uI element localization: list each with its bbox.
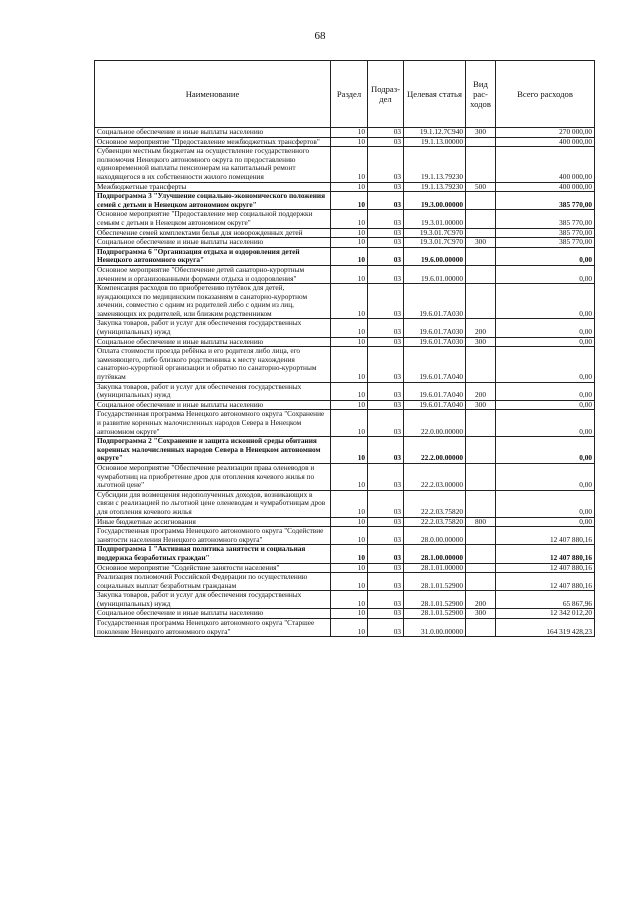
cell-kind: 300: [466, 128, 496, 138]
page-number: 68: [314, 30, 326, 42]
cell-section: 10: [331, 238, 368, 248]
table-row: [95, 437, 595, 464]
cell-total: 385 770,00: [496, 238, 595, 248]
cell-kind: [466, 437, 496, 464]
cell-kind: 500: [466, 182, 496, 192]
cell-target: 19.3.01.7С970: [404, 238, 466, 248]
cell-section: 10: [331, 463, 368, 490]
cell-name: Оплата стоимости проезда ребёнка и его родителя либо лица, его заменяющего, либо близкого родственника к месту нахождения санаторно-курортной организации и обратно по санаторно-курортным путёвкам: [95, 347, 331, 382]
table-header-row: [95, 61, 595, 128]
cell-kind: [466, 563, 496, 573]
cell-subsection: 03: [368, 265, 404, 283]
cell-total: 0,00: [496, 319, 595, 337]
table-row: [95, 591, 595, 609]
cell-target: 19.6.01.7А030: [404, 337, 466, 347]
cell-target: 28.1.01.52900: [404, 591, 466, 609]
cell-section: 10: [331, 319, 368, 337]
cell-target: 19.1.13.00000: [404, 137, 466, 147]
cell-section: 10: [331, 147, 368, 182]
cell-section: 10: [331, 563, 368, 573]
cell-target: 19.1.12.7С940: [404, 128, 466, 138]
cell-subsection: 03: [368, 137, 404, 147]
cell-target: 19.6.01.7А030: [404, 319, 466, 337]
cell-total: 0,00: [496, 284, 595, 319]
cell-name: Закупка товаров, работ и услуг для обеспечения государственных (муниципальных) нужд: [95, 591, 331, 609]
table-row: [95, 347, 595, 382]
cell-kind: 300: [466, 337, 496, 347]
table-row: [95, 265, 595, 283]
table-row: [95, 490, 595, 517]
cell-total: 0,00: [496, 463, 595, 490]
header-kind: Вид рас-ходов: [466, 61, 496, 128]
cell-name: Основное мероприятие "Обеспечение детей санаторно-курортным лечением и организованными формами отдыха и оздоровления": [95, 265, 331, 283]
cell-total: 0,00: [496, 400, 595, 410]
cell-total: 0,00: [496, 382, 595, 400]
cell-total: 270 000,00: [496, 128, 595, 138]
cell-section: 10: [331, 545, 368, 563]
cell-kind: [466, 347, 496, 382]
cell-section: 10: [331, 337, 368, 347]
header-name: Наименование: [95, 61, 331, 128]
cell-target: 19.6.01.00000: [404, 265, 466, 283]
table-row: [95, 284, 595, 319]
cell-target: 19.6.00.00000: [404, 247, 466, 265]
cell-total: 12 407 880,16: [496, 527, 595, 545]
cell-target: 28.1.00.00000: [404, 545, 466, 563]
cell-section: 10: [331, 347, 368, 382]
cell-total: 400 000,00: [496, 182, 595, 192]
cell-section: 10: [331, 210, 368, 228]
cell-total: 0,00: [496, 490, 595, 517]
table-row: [95, 545, 595, 563]
cell-target: 19.6.01.7А040: [404, 347, 466, 382]
cell-subsection: 03: [368, 347, 404, 382]
cell-target: 22.2.03.00000: [404, 463, 466, 490]
cell-kind: [466, 137, 496, 147]
cell-subsection: 03: [368, 619, 404, 637]
cell-kind: 800: [466, 517, 496, 527]
cell-section: 10: [331, 437, 368, 464]
cell-total: 400 000,00: [496, 147, 595, 182]
header-total: Всего расходов: [496, 61, 595, 128]
cell-total: 0,00: [496, 437, 595, 464]
cell-section: 10: [331, 137, 368, 147]
cell-section: 10: [331, 128, 368, 138]
cell-subsection: 03: [368, 437, 404, 464]
cell-name: Основное мероприятие "Содействие занятости населения": [95, 563, 331, 573]
cell-kind: [466, 247, 496, 265]
cell-section: 10: [331, 591, 368, 609]
cell-total: 12 407 880,16: [496, 563, 595, 573]
cell-target: 22.2.03.75820: [404, 490, 466, 517]
cell-total: 0,00: [496, 410, 595, 437]
cell-kind: 200: [466, 319, 496, 337]
cell-total: 0,00: [496, 337, 595, 347]
cell-total: 385 770,00: [496, 210, 595, 228]
cell-total: 385 770,00: [496, 228, 595, 238]
table-row: [95, 463, 595, 490]
cell-name: Субсидии для возмещения недополученных доходов, возникающих в связи с реализацией по льготной цене оленеводам и чумработницам дров для отопления кочевого жилья: [95, 490, 331, 517]
cell-kind: [466, 490, 496, 517]
cell-name: Подпрограмма 6 "Организация отдыха и оздоровления детей Ненецкого автономного округа": [95, 247, 331, 265]
cell-kind: 300: [466, 238, 496, 248]
cell-subsection: 03: [368, 591, 404, 609]
cell-name: Государственная программа Ненецкого автономного округа "Сохранение и развитие коренных малочисленных народов Севера в Ненецком автономном округе": [95, 410, 331, 437]
cell-subsection: 03: [368, 410, 404, 437]
cell-subsection: 03: [368, 238, 404, 248]
cell-section: 10: [331, 247, 368, 265]
cell-target: 19.3.01.00000: [404, 210, 466, 228]
cell-total: 12 407 880,16: [496, 545, 595, 563]
cell-kind: [466, 545, 496, 563]
cell-name: Основное мероприятие "Предоставление мер социальной поддержки семьям с детьми в Ненецком автономном округе": [95, 210, 331, 228]
cell-name: Социальное обеспечение и иные выплаты населению: [95, 400, 331, 410]
cell-subsection: 03: [368, 463, 404, 490]
cell-name: Закупка товаров, работ и услуг для обеспечения государственных (муниципальных) нужд: [95, 319, 331, 337]
cell-subsection: 03: [368, 284, 404, 319]
cell-kind: [466, 463, 496, 490]
cell-subsection: 03: [368, 147, 404, 182]
cell-target: 19.1.13.79230: [404, 147, 466, 182]
cell-kind: 300: [466, 609, 496, 619]
cell-name: Обеспечение семей комплектами белья для новорожденных детей: [95, 228, 331, 238]
cell-kind: [466, 527, 496, 545]
cell-subsection: 03: [368, 545, 404, 563]
cell-name: Государственная программа Ненецкого автономного округа "Содействие занятости населения Ненецкого автономного округа": [95, 527, 331, 545]
cell-section: 10: [331, 382, 368, 400]
table-row: [95, 247, 595, 265]
cell-subsection: 03: [368, 319, 404, 337]
cell-kind: [466, 619, 496, 637]
cell-target: 28.1.01.52900: [404, 573, 466, 591]
cell-subsection: 03: [368, 527, 404, 545]
cell-kind: [466, 284, 496, 319]
cell-total: 12 342 012,20: [496, 609, 595, 619]
budget-table: [94, 60, 595, 637]
cell-section: 10: [331, 228, 368, 238]
cell-name: Основное мероприятие "Обеспечение реализации права оленеводов и чумработниц на приобретение дров для отопления кочевого жилья по льготной цене": [95, 463, 331, 490]
cell-section: 10: [331, 284, 368, 319]
cell-name: Социальное обеспечение и иные выплаты населению: [95, 128, 331, 138]
cell-kind: [466, 147, 496, 182]
header-target: Целевая статья: [404, 61, 466, 128]
table-row: [95, 210, 595, 228]
cell-subsection: 03: [368, 490, 404, 517]
cell-subsection: 03: [368, 182, 404, 192]
cell-target: 22.2.03.75820: [404, 517, 466, 527]
table-body: [95, 128, 595, 637]
table-row: [95, 619, 595, 637]
cell-name: Закупка товаров, работ и услуг для обеспечения государственных (муниципальных) нужд: [95, 382, 331, 400]
cell-subsection: 03: [368, 247, 404, 265]
cell-target: 28.1.01.00000: [404, 563, 466, 573]
cell-section: 10: [331, 192, 368, 210]
cell-name: Социальное обеспечение и иные выплаты населению: [95, 609, 331, 619]
cell-total: 65 867,96: [496, 591, 595, 609]
cell-target: 19.3.00.00000: [404, 192, 466, 210]
cell-name: Субвенции местным бюджетам на осуществление государственного полномочия Ненецкого автономного округа по предоставлению единовременной выплаты пенсионерам на капитальный ремонт находящегося в их собственности жилого помещения: [95, 147, 331, 182]
cell-target: 28.0.00.00000: [404, 527, 466, 545]
cell-subsection: 03: [368, 228, 404, 238]
table-row: [95, 410, 595, 437]
cell-total: 400 000,00: [496, 137, 595, 147]
cell-total: 0,00: [496, 517, 595, 527]
cell-kind: [466, 265, 496, 283]
cell-subsection: 03: [368, 609, 404, 619]
table-row: [95, 573, 595, 591]
table-row: [95, 527, 595, 545]
table-row: [95, 319, 595, 337]
cell-subsection: 03: [368, 128, 404, 138]
cell-subsection: 03: [368, 382, 404, 400]
cell-target: 19.3.01.7С970: [404, 228, 466, 238]
cell-target: 19.6.01.7А040: [404, 382, 466, 400]
cell-section: 10: [331, 517, 368, 527]
table-row: [95, 147, 595, 182]
cell-kind: [466, 573, 496, 591]
cell-target: 19.6.01.7А030: [404, 284, 466, 319]
cell-kind: 200: [466, 591, 496, 609]
cell-subsection: 03: [368, 517, 404, 527]
cell-section: 10: [331, 410, 368, 437]
cell-name: Государственная программа Ненецкого автономного округа "Старшее поколение Ненецкого автономного округа": [95, 619, 331, 637]
cell-kind: [466, 410, 496, 437]
cell-name: Реализация полномочий Российской Федерации по осуществлению социальных выплат безработным гражданам: [95, 573, 331, 591]
cell-name: Социальное обеспечение и иные выплаты населению: [95, 238, 331, 248]
header-section: Раздел: [331, 61, 368, 128]
cell-section: 10: [331, 265, 368, 283]
cell-name: Подпрограмма 2 "Сохранение и защита исконной среды обитания коренных малочисленных народов Севера в Ненецком автономном округе": [95, 437, 331, 464]
cell-name: Подпрограмма 3 "Улучшение социально-экономического положения семей с детьми в Ненецком автономном округе": [95, 192, 331, 210]
cell-subsection: 03: [368, 563, 404, 573]
cell-name: Межбюджетные трансферты: [95, 182, 331, 192]
cell-section: 10: [331, 609, 368, 619]
cell-total: 0,00: [496, 347, 595, 382]
cell-name: Компенсация расходов по приобретению путёвок для детей, нуждающихся по медицинским показаниям в санаторно-курортном лечении, совместно с одним из родителей либо с одним из лиц, заменяющих их родителей, или близким родственником: [95, 284, 331, 319]
cell-target: 19.6.01.7А040: [404, 400, 466, 410]
cell-section: 10: [331, 619, 368, 637]
cell-total: 0,00: [496, 247, 595, 265]
cell-subsection: 03: [368, 210, 404, 228]
cell-kind: 200: [466, 382, 496, 400]
cell-section: 10: [331, 490, 368, 517]
cell-name: Иные бюджетные ассигнования: [95, 517, 331, 527]
cell-total: 164 319 428,23: [496, 619, 595, 637]
cell-kind: 300: [466, 400, 496, 410]
cell-subsection: 03: [368, 400, 404, 410]
cell-total: 12 407 880,16: [496, 573, 595, 591]
table-row: [95, 128, 595, 138]
table-row: [95, 238, 595, 248]
cell-section: 10: [331, 182, 368, 192]
cell-name: Социальное обеспечение и иные выплаты населению: [95, 337, 331, 347]
cell-subsection: 03: [368, 192, 404, 210]
cell-target: 28.1.01.52900: [404, 609, 466, 619]
cell-target: 22.0.00.00000: [404, 410, 466, 437]
table-row: [95, 192, 595, 210]
cell-kind: [466, 210, 496, 228]
cell-section: 10: [331, 573, 368, 591]
cell-kind: [466, 192, 496, 210]
cell-section: 10: [331, 527, 368, 545]
cell-total: 0,00: [496, 265, 595, 283]
cell-target: 31.0.00.00000: [404, 619, 466, 637]
cell-subsection: 03: [368, 337, 404, 347]
cell-total: 385 770,00: [496, 192, 595, 210]
cell-name: Подпрограмма 1 "Активная политика занятости и социальная поддержка безработных граждан": [95, 545, 331, 563]
cell-target: 22.2.00.00000: [404, 437, 466, 464]
cell-name: Основное мероприятие "Предоставление межбюджетных трансфертов": [95, 137, 331, 147]
header-subsection: Подраз-дел: [368, 61, 404, 128]
cell-target: 19.1.13.79230: [404, 182, 466, 192]
table-row: [95, 382, 595, 400]
cell-section: 10: [331, 400, 368, 410]
cell-subsection: 03: [368, 573, 404, 591]
